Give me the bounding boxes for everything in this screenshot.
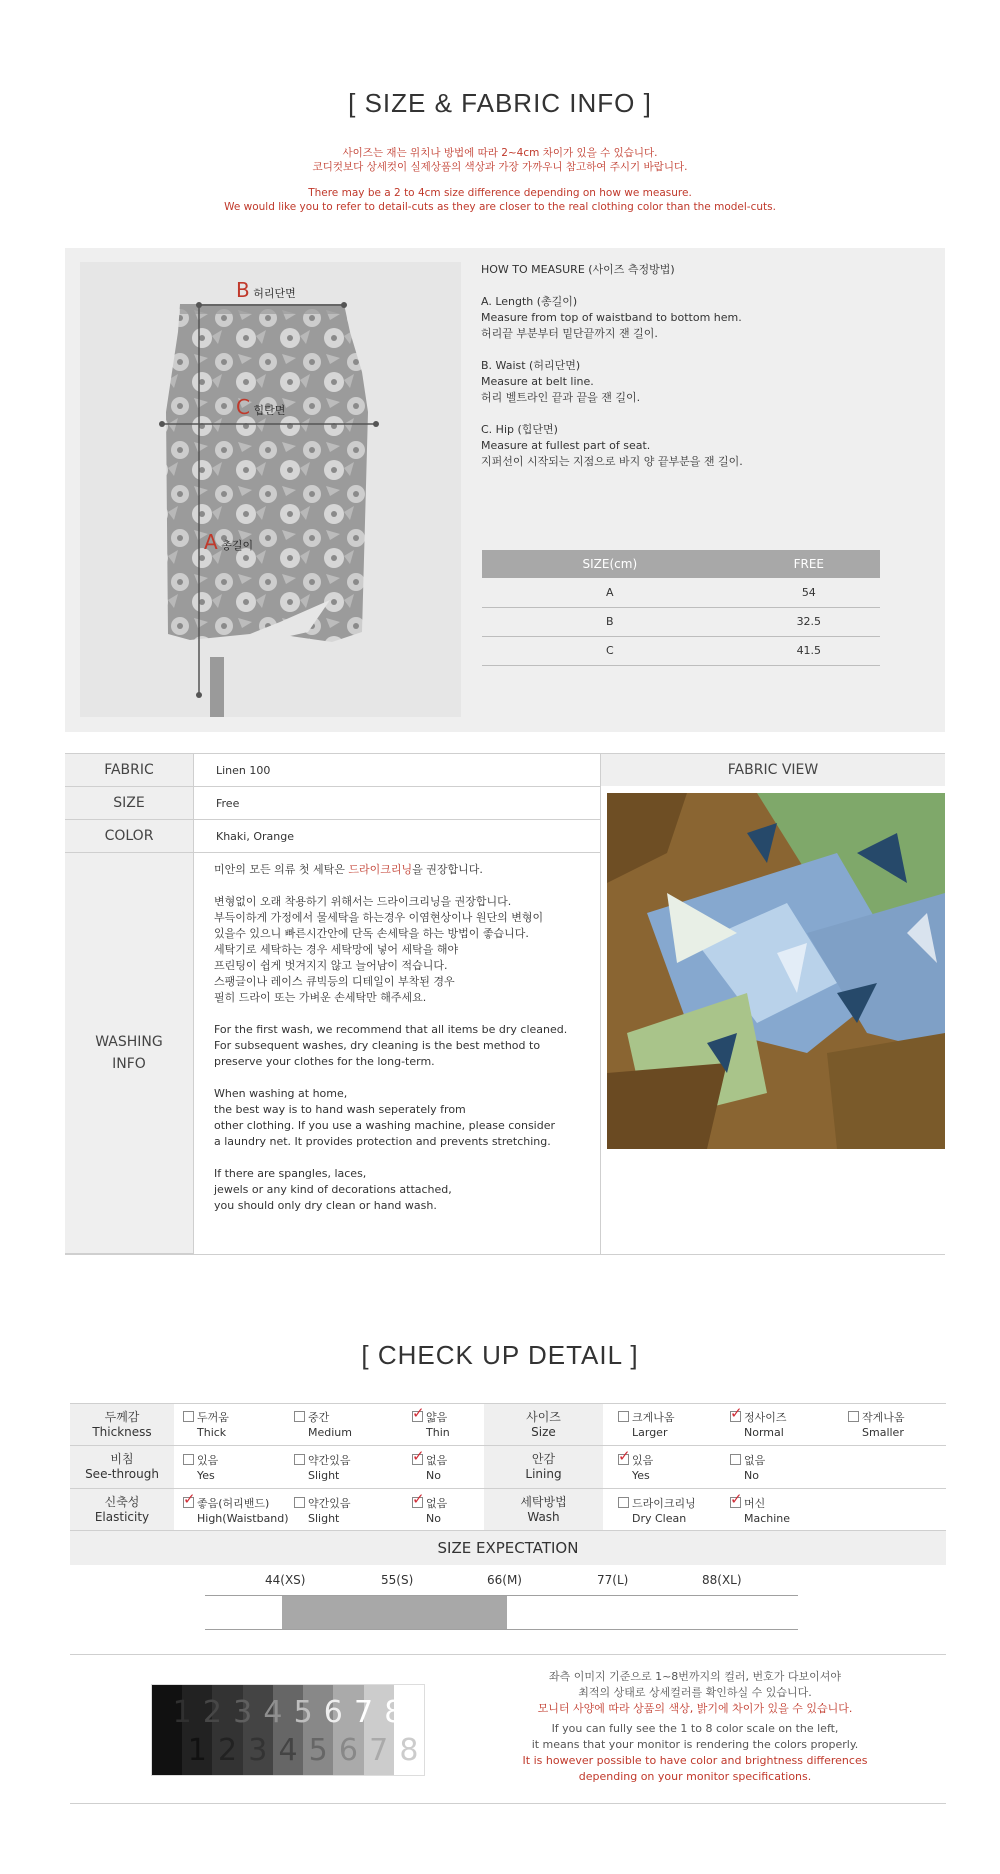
color-scale-number-bottom: 2 <box>218 1733 238 1768</box>
table-row <box>482 578 880 607</box>
color-scale-number-bottom: 6 <box>338 1733 358 1768</box>
label-b-text: 허리단면 <box>253 287 296 300</box>
lining-label: 안감 Lining <box>484 1446 603 1488</box>
option-elasticity-no[interactable]: ✓없음 No <box>412 1496 447 1526</box>
monitor-en-red-1: It is however possible to have color and brightness differences <box>522 1754 868 1767</box>
color-scale-number-bottom: 8 <box>399 1733 419 1768</box>
checkbox-icon[interactable] <box>183 1411 194 1422</box>
info-column-divider <box>600 753 601 1254</box>
checkbox-icon[interactable] <box>183 1454 194 1465</box>
info-bottom-border <box>65 1254 945 1255</box>
label-a <box>204 530 253 554</box>
howto-b-en: Measure at belt line. <box>481 375 594 388</box>
checkbox-checked-icon[interactable] <box>183 1497 194 1508</box>
size-expectation-label: SIZE EXPECTATION <box>70 1531 946 1565</box>
size-mark-l: 77(L) <box>597 1573 629 1587</box>
check-row-thickness-size <box>70 1404 946 1446</box>
checkbox-icon[interactable] <box>294 1454 305 1465</box>
monitor-top-divider <box>70 1654 946 1655</box>
label-b-letter: B <box>236 278 250 302</box>
color-scale-number-top: 7 <box>354 1695 374 1730</box>
fabric-view-label: FABRIC VIEW <box>601 753 945 786</box>
elasticity-label: 신축성 Elasticity <box>70 1489 174 1530</box>
monitor-ko-line-2: 최적의 상태로 상세컬러를 확인하실 수 있습니다. <box>578 1686 812 1699</box>
option-elasticity-high[interactable]: ✓좋음(허리밴드) High(Waistband) <box>183 1496 289 1526</box>
size-label: SIZE <box>65 787 194 820</box>
wash-en-line: you should only dry clean or hand wash. <box>214 1199 437 1212</box>
size-cell: 54 <box>738 578 880 607</box>
wash-en-line: other clothing. If you use a washing machine, please consider <box>214 1119 556 1132</box>
monitor-ko-line-1: 좌측 이미지 기준으로 1~8번까지의 컬러, 번호가 다보이셔야 <box>548 1670 842 1683</box>
wash-en-line: the best way is to hand wash seperately from <box>214 1103 466 1116</box>
size-mark-m: 66(M) <box>487 1573 522 1587</box>
wash-ko-line: 프린팅이 쉽게 벗겨지지 않고 늘어남이 적습니다. <box>214 959 448 972</box>
size-value: Free <box>194 787 600 820</box>
wash-method-label: 세탁방법 Wash <box>484 1489 603 1530</box>
wash-intro: 미안의 모든 의류 첫 세탁은 드라이크리닝을 권장합니다. <box>214 863 483 876</box>
color-scale-number-bottom: 1 <box>187 1733 207 1768</box>
color-scale-number-bottom: 7 <box>369 1733 389 1768</box>
color-scale-number-top: 4 <box>263 1695 283 1730</box>
option-thin[interactable]: ✓얇음 Thin <box>412 1410 450 1440</box>
size-mark-s: 55(S) <box>381 1573 414 1587</box>
wash-ko-line: 스팽글이나 레이스 큐빅등의 디테일이 부착된 경우 <box>214 975 455 988</box>
checkbox-icon[interactable] <box>618 1497 629 1508</box>
label-a-text: 총길이 <box>221 539 254 552</box>
checkbox-icon[interactable] <box>730 1454 741 1465</box>
page-title: [ SIZE & FABRIC INFO ] <box>348 88 652 118</box>
option-machine[interactable]: ✓머신 Machine <box>730 1496 790 1526</box>
size-mark-xs: 44(XS) <box>265 1573 306 1587</box>
label-c-letter: C <box>236 395 250 419</box>
size-fit-label: 사이즈 Size <box>484 1404 603 1445</box>
size-cell: 32.5 <box>738 607 880 636</box>
washing-label-line-2: INFO <box>112 1056 146 1072</box>
option-lining-no[interactable]: 없음 No <box>730 1453 765 1483</box>
color-scale-number-bottom: 5 <box>308 1733 328 1768</box>
label-c <box>236 395 285 419</box>
check-row-elasticity-wash <box>70 1489 946 1531</box>
checkbox-icon[interactable] <box>848 1411 859 1422</box>
option-smaller[interactable]: 작게나옴 Smaller <box>848 1410 905 1440</box>
notice-english <box>0 186 1000 214</box>
howto-b-ko: 허리 벨트라인 끝과 끝을 잰 길이. <box>481 391 641 404</box>
howto-a-en: Measure from top of waistband to bottom hem. <box>481 311 742 324</box>
option-seethrough-yes[interactable]: 있음 Yes <box>183 1453 218 1483</box>
table-row <box>482 607 880 636</box>
option-thick[interactable]: 두꺼움 Thick <box>183 1410 229 1440</box>
howto-b-title: B. Waist (허리단면) <box>481 359 581 372</box>
skirt-diagram <box>80 262 461 717</box>
color-scale-number-bottom: 4 <box>278 1733 298 1768</box>
see-through-label: 비침 See-through <box>70 1446 174 1488</box>
checkbox-icon[interactable] <box>618 1411 629 1422</box>
fabric-label: FABRIC <box>65 754 194 787</box>
check-title: [ CHECK UP DETAIL ] <box>361 1340 639 1370</box>
option-normal[interactable]: ✓정사이즈 Normal <box>730 1410 787 1440</box>
color-scale-number-top: 6 <box>323 1695 343 1730</box>
wash-ko-line: 필히 드라이 또는 가벼운 손세탁만 해주세요. <box>214 991 427 1004</box>
monitor-notice <box>505 1669 885 1785</box>
monitor-bottom-divider <box>70 1803 946 1804</box>
washing-label-line-1: WASHING <box>95 1034 163 1050</box>
howto-title: HOW TO MEASURE (사이즈 측정방법) <box>481 263 675 276</box>
color-scale-number-top: 8 <box>384 1695 404 1730</box>
check-row-seethrough-lining <box>70 1446 946 1489</box>
color-scale <box>151 1684 425 1776</box>
wash-en-line: When washing at home, <box>214 1087 348 1100</box>
howto-c-title: C. Hip (힙단면) <box>481 423 558 436</box>
option-seethrough-no[interactable]: ✓없음 No <box>412 1453 447 1483</box>
how-to-measure <box>481 262 921 470</box>
option-larger[interactable]: 크게나옴 Larger <box>618 1410 675 1440</box>
color-scale-number-top: 1 <box>172 1695 192 1730</box>
option-seethrough-slight[interactable]: 약간있음 Slight <box>294 1453 351 1483</box>
wash-en-line: For subsequent washes, dry cleaning is the best method to <box>214 1039 541 1052</box>
monitor-en-line-2: it means that your monitor is rendering the colors properly. <box>531 1738 859 1751</box>
wash-en-line: For the first wash, we recommend that all items be dry cleaned. <box>214 1023 568 1036</box>
color-value: Khaki, Orange <box>194 820 600 853</box>
wash-ko-line: 세탁기로 세탁하는 경우 세탁망에 넣어 세탁을 해야 <box>214 943 459 956</box>
checkbox-checked-icon[interactable] <box>412 1411 423 1422</box>
monitor-ko-red: 모니터 사양에 따라 상품의 색상, 밝기에 차이가 있을 수 있습니다. <box>537 1702 853 1715</box>
notice-korean <box>0 146 1000 174</box>
checkbox-icon[interactable] <box>294 1497 305 1508</box>
checkbox-checked-icon[interactable] <box>412 1454 423 1465</box>
color-scale-number-bottom: 3 <box>248 1733 268 1768</box>
label-a-letter: A <box>204 530 218 554</box>
check-section-header <box>0 1340 1000 1371</box>
size-mark-xl: 88(XL) <box>702 1573 742 1587</box>
option-lining-yes[interactable]: ✓있음 Yes <box>618 1453 653 1483</box>
wash-en-line: a laundry net. It provides protection and prevents stretching. <box>214 1135 551 1148</box>
checkbox-checked-icon[interactable] <box>412 1497 423 1508</box>
wash-ko-line: 있을수 있으니 빠른시간안에 단독 손세탁을 하는 방법이 좋습니다. <box>214 927 529 940</box>
color-label: COLOR <box>65 820 194 853</box>
size-scale-bottom-line <box>205 1629 798 1630</box>
checkbox-checked-icon[interactable] <box>730 1497 741 1508</box>
table-row <box>482 636 880 665</box>
checkbox-checked-icon[interactable] <box>618 1454 629 1465</box>
notice-ko-line-2: 코디컷보다 상세컷이 실제상품의 색상과 가장 가까우니 참고하여 주시기 바랍니다. <box>312 161 688 173</box>
color-scale-number-top: 2 <box>202 1695 222 1730</box>
notice-en-line-1: There may be a 2 to 4cm size difference depending on how we measure. <box>308 187 692 199</box>
option-medium[interactable]: 중간 Medium <box>294 1410 352 1440</box>
option-elasticity-slight[interactable]: 약간있음 Slight <box>294 1496 351 1526</box>
monitor-en-red-2: depending on your monitor specifications. <box>578 1770 812 1783</box>
option-dry-clean[interactable]: 드라이크리닝 Dry Clean <box>618 1496 696 1526</box>
size-header-size: SIZE(cm) <box>482 550 738 578</box>
howto-a-ko: 허리끝 부분부터 밑단끝까지 잰 길이. <box>481 327 658 340</box>
color-scale-number-top: 5 <box>293 1695 313 1730</box>
size-cell: 41.5 <box>738 636 880 665</box>
size-cell: A <box>482 578 738 607</box>
wash-en-line: preserve your clothes for the long-term. <box>214 1055 435 1068</box>
notice-en-line-2: We would like you to refer to detail-cuts as they are closer to the real clothing color than the model-cuts. <box>224 201 776 213</box>
wash-en-line: If there are spangles, laces, <box>214 1167 367 1180</box>
checkbox-checked-icon[interactable] <box>730 1411 741 1422</box>
notice-ko-line-1: 사이즈는 재는 위치나 방법에 따라 2~4cm 차이가 있을 수 있습니다. <box>342 147 658 159</box>
thickness-label: 두께감 Thickness <box>70 1404 174 1445</box>
washing-instructions <box>214 862 594 1214</box>
label-c-text: 힙단면 <box>253 404 286 417</box>
monitor-en-line-1: If you can fully see the 1 to 8 color scale on the left, <box>551 1722 839 1735</box>
dry-cleaning-highlight: 드라이크리닝 <box>348 863 413 876</box>
skirt-illustration <box>80 262 461 717</box>
wash-ko-line: 부득이하게 가정에서 물세탁을 하는경우 이염현상이나 원단의 변형이 <box>214 911 544 924</box>
fabric-swatch-illustration <box>607 793 945 1149</box>
size-header-free: FREE <box>738 550 880 578</box>
washing-info-label <box>65 853 194 1254</box>
size-cell: B <box>482 607 738 636</box>
color-scale-number-top: 3 <box>233 1695 253 1730</box>
fabric-value: Linen 100 <box>194 754 600 787</box>
howto-c-ko: 지퍼선이 시작되는 지점으로 바지 양 끝부분을 잰 길이. <box>481 455 743 468</box>
size-table <box>482 550 880 666</box>
wash-ko-line: 변형없이 오래 착용하기 위해서는 드라이크리닝을 권장합니다. <box>214 895 512 908</box>
size-expectation-scale <box>205 1573 798 1673</box>
size-range-bar <box>282 1596 507 1629</box>
size-cell: C <box>482 636 738 665</box>
checkbox-icon[interactable] <box>294 1411 305 1422</box>
howto-c-en: Measure at fullest part of seat. <box>481 439 651 452</box>
fabric-view-image <box>607 793 945 1149</box>
label-b <box>236 278 296 302</box>
wash-en-line: jewels or any kind of decorations attached, <box>214 1183 452 1196</box>
howto-a-title: A. Length (총길이) <box>481 295 578 308</box>
header <box>0 88 1000 119</box>
